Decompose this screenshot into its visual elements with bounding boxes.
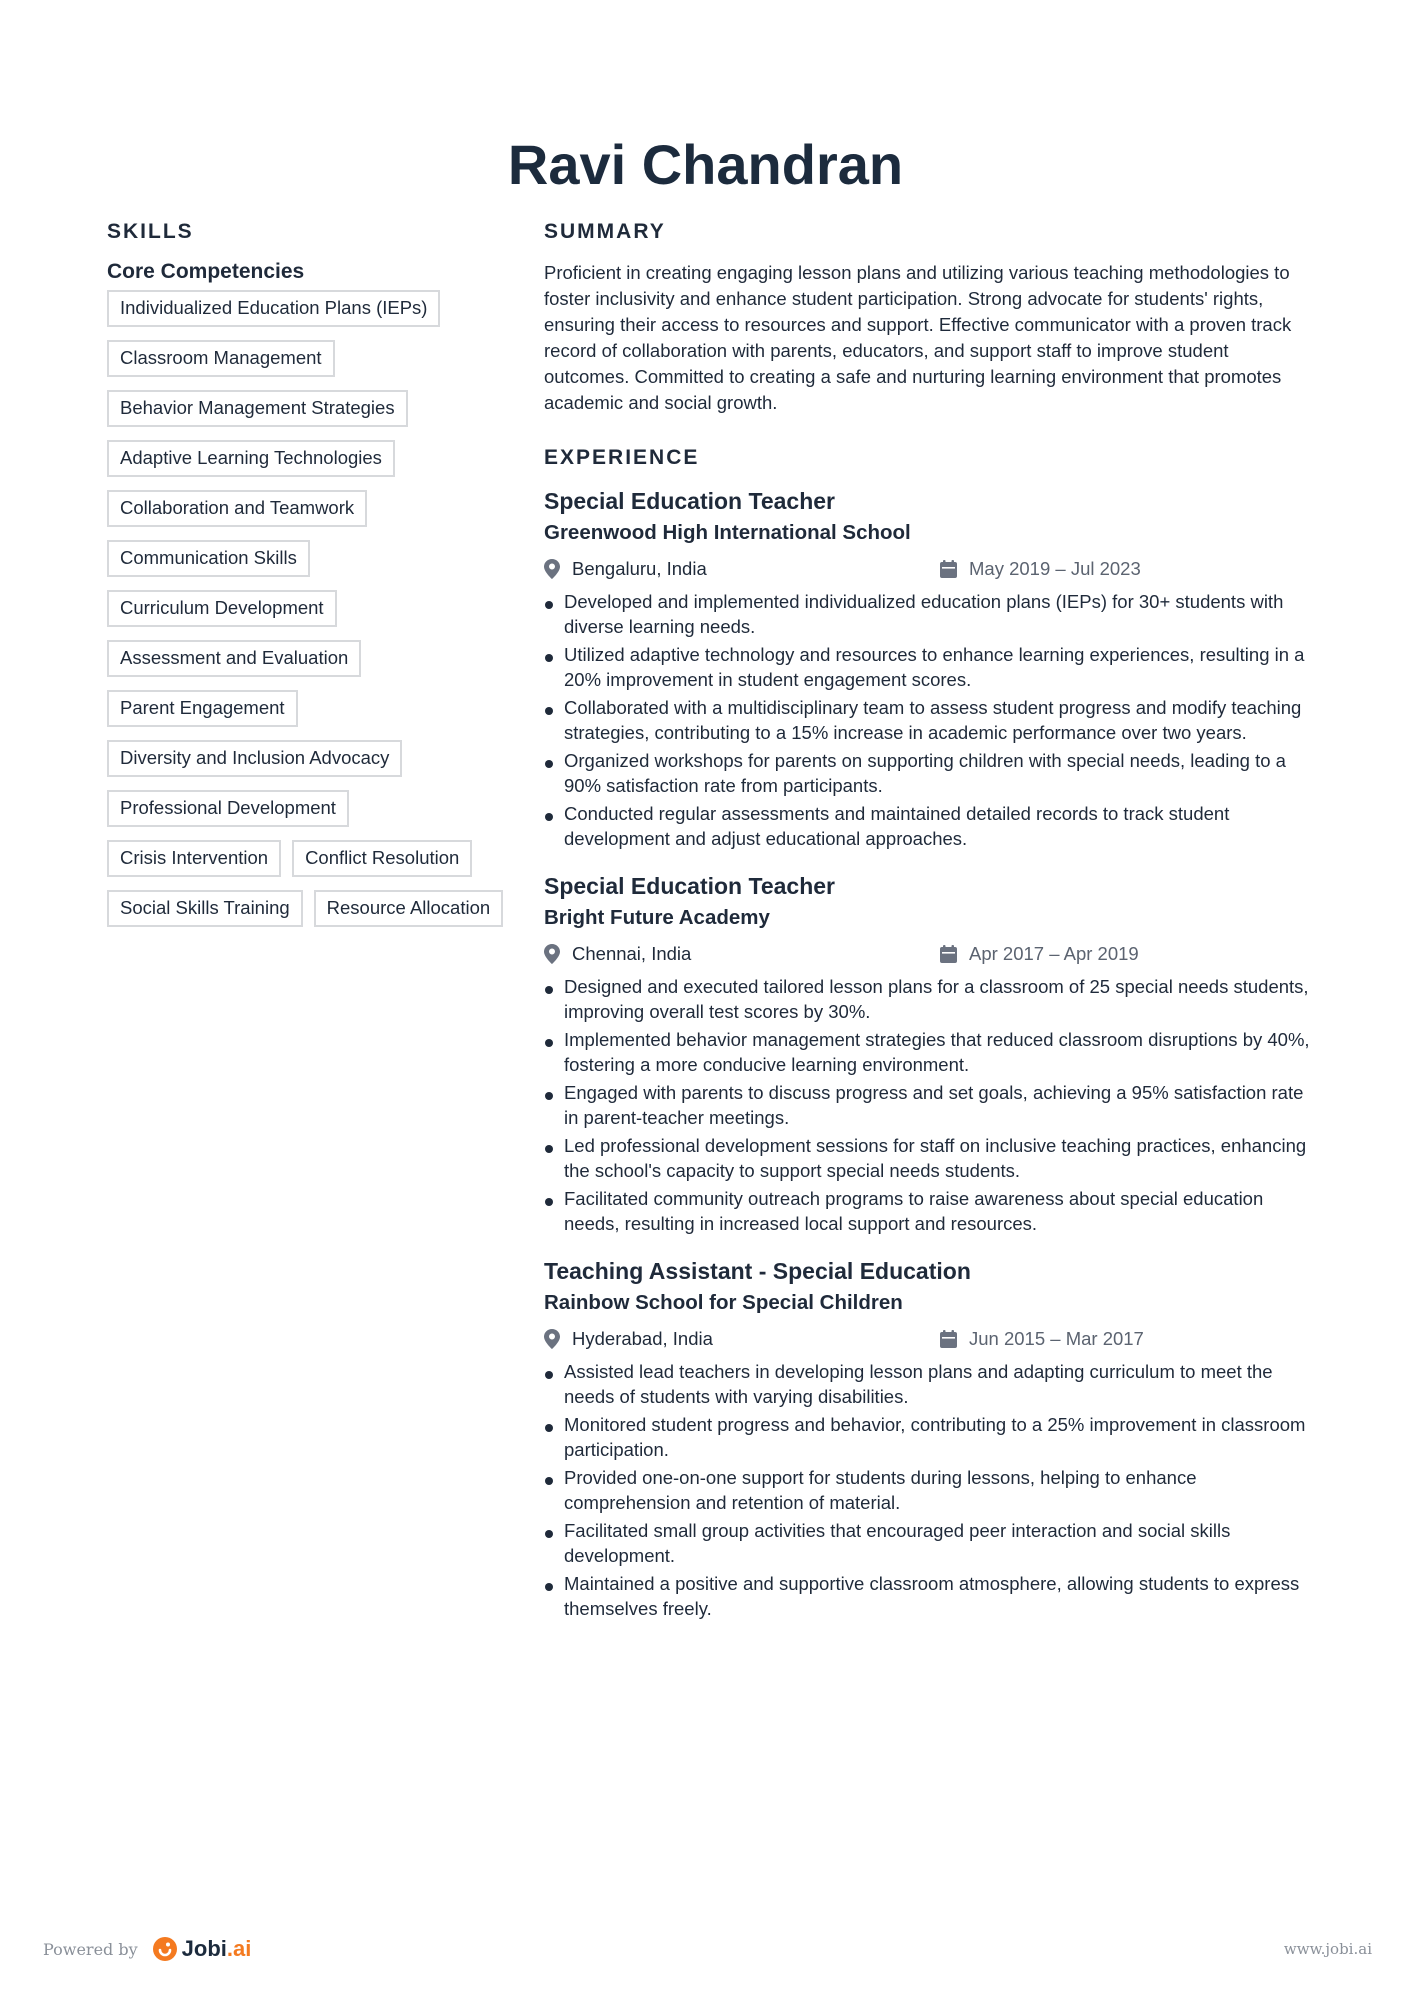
job-bullet xyxy=(544,748,1314,798)
skill-tag: Communication Skills xyxy=(107,540,310,577)
job-location xyxy=(544,942,940,966)
bullet-dot-icon xyxy=(545,1198,553,1206)
job-bullet-text: Assisted lead teachers in developing lesson plans and adapting curriculum to meet the needs of students with varying disabilities. xyxy=(564,1361,1273,1407)
calendar-icon xyxy=(940,1330,957,1348)
job-bullet xyxy=(544,1571,1314,1621)
company-name: Bright Future Academy xyxy=(544,906,770,929)
summary-heading: SUMMARY xyxy=(544,220,666,243)
job-bullet-text: Utilized adaptive technology and resources to enhance learning experiences, resulting in a 20% improvement in student engagement scores. xyxy=(564,644,1305,690)
left-column xyxy=(107,220,527,927)
job-bullet xyxy=(544,1518,1314,1568)
job-bullet-text: Conducted regular assessments and maintained detailed records to track student development and adjust educational approaches. xyxy=(564,803,1230,849)
map-pin-icon xyxy=(544,559,560,579)
job-meta xyxy=(544,1327,1314,1351)
bullet-dot-icon xyxy=(545,1145,553,1153)
jobi-logo[interactable] xyxy=(152,1936,252,1962)
footer-branding xyxy=(43,1936,251,1962)
job-dates-text: Jun 2015 – Mar 2017 xyxy=(969,1328,1144,1349)
job-bullet-text: Developed and implemented individualized education plans (IEPs) for 30+ students with diverse learning needs. xyxy=(564,591,1284,637)
company-name: Rainbow School for Special Children xyxy=(544,1291,903,1314)
job-bullet xyxy=(544,642,1314,692)
job-bullet xyxy=(544,801,1314,851)
job-entry xyxy=(544,871,1314,1236)
job-bullets xyxy=(544,1359,1314,1621)
map-pin-icon xyxy=(544,1329,560,1349)
job-bullet-text: Organized workshops for parents on supporting children with special needs, leading to a 90% satisfaction rate from participants. xyxy=(564,750,1286,796)
candidate-name xyxy=(0,132,1411,197)
map-pin-icon xyxy=(544,944,560,964)
job-location-text: Hyderabad, India xyxy=(572,1328,713,1349)
bullet-dot-icon xyxy=(545,1039,553,1047)
job-dates-text: Apr 2017 – Apr 2019 xyxy=(969,943,1139,964)
job-title: Teaching Assistant - Special Education xyxy=(544,1258,971,1284)
skills-list xyxy=(107,290,527,927)
skill-tag: Adaptive Learning Technologies xyxy=(107,440,395,477)
job-bullet-text: Led professional development sessions for staff on inclusive teaching practices, enhancing the school's capacity to support special needs students. xyxy=(564,1135,1307,1181)
job-location-text: Bengaluru, India xyxy=(572,558,707,579)
summary-text: Proficient in creating engaging lesson plans and utilizing various teaching methodologies to foster inclusivity and enhance student participation. Strong advocate for students' rights, ensuring their access to resources and support. Effective communicator with a proven track record of collaboration with parents, educators, and support staff to improve student outcomes. Committed to creating a safe and nurturing learning environment that promotes academic and social growth. xyxy=(544,262,1292,413)
job-bullet xyxy=(544,1186,1314,1236)
skills-heading: SKILLS xyxy=(107,220,194,243)
job-bullet-text: Facilitated community outreach programs to raise awareness about special education needs, resulting in increased local support and resources. xyxy=(564,1188,1264,1234)
candidate-name-text: Ravi Chandran xyxy=(507,133,904,196)
skill-tag: Resource Allocation xyxy=(314,890,504,927)
job-location xyxy=(544,1327,940,1351)
job-bullet xyxy=(544,1412,1314,1462)
job-entry xyxy=(544,486,1314,851)
job-bullet-text: Monitored student progress and behavior, contributing to a 25% improvement in classroom participation. xyxy=(564,1414,1306,1460)
job-bullets xyxy=(544,589,1314,851)
experience-heading: EXPERIENCE xyxy=(544,446,700,469)
skill-tag: Professional Development xyxy=(107,790,349,827)
core-competencies-heading: Core Competencies xyxy=(107,260,305,283)
job-bullet xyxy=(544,1080,1314,1130)
bullet-dot-icon xyxy=(545,1371,553,1379)
job-bullet xyxy=(544,974,1314,1024)
bullet-dot-icon xyxy=(545,986,553,994)
right-column xyxy=(544,220,1314,1624)
job-dates-text: May 2019 – Jul 2023 xyxy=(969,558,1141,579)
skill-tag: Conflict Resolution xyxy=(292,840,472,877)
bullet-dot-icon xyxy=(545,654,553,662)
company-name: Greenwood High International School xyxy=(544,521,911,544)
job-bullet xyxy=(544,589,1314,639)
bullet-dot-icon xyxy=(545,1424,553,1432)
bullet-dot-icon xyxy=(545,813,553,821)
website-link[interactable]: www.jobi.ai xyxy=(1283,1940,1372,1958)
skill-tag: Individualized Education Plans (IEPs) xyxy=(107,290,440,327)
job-location-text: Chennai, India xyxy=(572,943,692,964)
jobi-logo-icon xyxy=(152,1936,178,1962)
job-dates xyxy=(940,1327,1144,1351)
skill-tag: Crisis Intervention xyxy=(107,840,281,877)
bullet-dot-icon xyxy=(545,601,553,609)
skill-tag: Assessment and Evaluation xyxy=(107,640,361,677)
job-meta xyxy=(544,942,1314,966)
bullet-dot-icon xyxy=(545,1583,553,1591)
job-bullet xyxy=(544,1359,1314,1409)
bullet-dot-icon xyxy=(545,1530,553,1538)
job-bullet xyxy=(544,1027,1314,1077)
job-dates xyxy=(940,557,1141,581)
job-bullet-text: Facilitated small group activities that encouraged peer interaction and social skills development. xyxy=(564,1520,1231,1566)
calendar-icon xyxy=(940,945,957,963)
job-bullet-text: Provided one-on-one support for students during lessons, helping to enhance comprehension and retention of material. xyxy=(564,1467,1197,1513)
bullet-dot-icon xyxy=(545,1477,553,1485)
job-location xyxy=(544,557,940,581)
skill-tag: Social Skills Training xyxy=(107,890,303,927)
powered-by-label: Powered by xyxy=(43,1939,138,1959)
job-bullet xyxy=(544,1465,1314,1515)
job-bullet xyxy=(544,1133,1314,1183)
skill-tag: Collaboration and Teamwork xyxy=(107,490,367,527)
job-bullet-text: Collaborated with a multidisciplinary team to assess student progress and modify teaching strategies, contributing to a 15% increase in academic performance over two years. xyxy=(564,697,1302,743)
calendar-icon xyxy=(940,560,957,578)
job-bullets xyxy=(544,974,1314,1236)
skill-tag: Curriculum Development xyxy=(107,590,337,627)
jobi-brand-suffix: .ai xyxy=(226,1936,252,1961)
skill-tag: Parent Engagement xyxy=(107,690,298,727)
job-dates xyxy=(940,942,1139,966)
jobi-brand-main: Jobi xyxy=(181,1936,227,1961)
bullet-dot-icon xyxy=(545,707,553,715)
job-title: Special Education Teacher xyxy=(544,873,836,899)
job-bullet xyxy=(544,695,1314,745)
job-bullet-text: Implemented behavior management strategies that reduced classroom disruptions by 40%, fostering a more conducive learning environment. xyxy=(564,1029,1310,1075)
bullet-dot-icon xyxy=(545,760,553,768)
job-title: Special Education Teacher xyxy=(544,488,836,514)
job-bullet-text: Designed and executed tailored lesson plans for a classroom of 25 special needs students, improving overall test scores by 30%. xyxy=(564,976,1309,1022)
bullet-dot-icon xyxy=(545,1092,553,1100)
skill-tag: Diversity and Inclusion Advocacy xyxy=(107,740,402,777)
job-bullet-text: Engaged with parents to discuss progress and set goals, achieving a 95% satisfaction rate in parent-teacher meetings. xyxy=(564,1082,1304,1128)
job-entry xyxy=(544,1256,1314,1621)
skill-tag: Classroom Management xyxy=(107,340,335,377)
job-bullet-text: Maintained a positive and supportive classroom atmosphere, allowing students to express themselves freely. xyxy=(564,1573,1300,1619)
skill-tag: Behavior Management Strategies xyxy=(107,390,408,427)
job-meta xyxy=(544,557,1314,581)
